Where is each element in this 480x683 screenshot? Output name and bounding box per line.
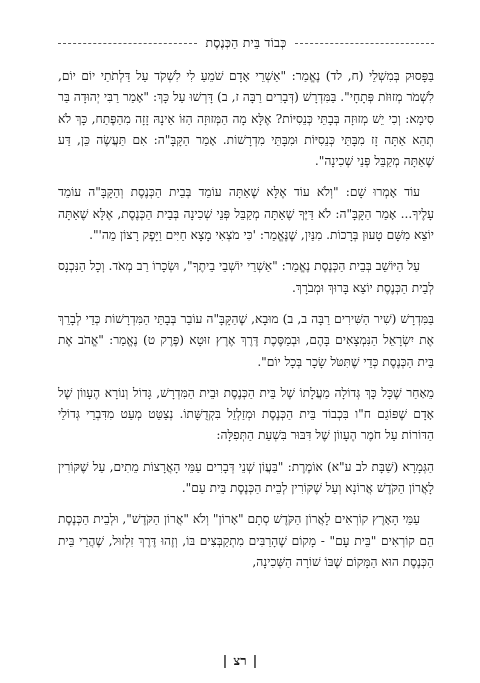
paragraph-4: בַּמִּדְרָשׁ (שִׁיר הַשִּׁירִים רַבָּה ב, ב) מוּבָא, שֶׁהַקָּבָּ"ה עוֹבֵר בְּבָתֵּי הַמִּדְרָשׁוֹת כְּדֵי לְבָרֵךְ אֶת יִשְׂרָאֵל הַנִּמְצָאִים בָּהֶם, וּבְמַסֶּכֶת דֶּרֶךְ אֶרֶץ זוּטָא (פֶּרֶק ט) נֶאֱמַר: "אֱהֹב אֶת בֵּית הַכְּנֶסֶת כְּדֵי שֶׁתִּטֹּל שָׂכָר בְּכָל יוֹם". [58,311,434,369]
running-header [58,30,434,56]
header-rule-left [58,43,197,44]
footer-bar-right: | [252,654,258,669]
paragraph-2: עוֹד אָמְרוּ שָׁם: "וְלֹא עוֹד אֶלָּא שֶׁאַתָּה עוֹמֵד בְּבֵית הַכְּנֶסֶת וְהַקָּבָּ"ה עוֹמֵד עָלֶיךָ... אָמַר הַקָּבָּ"ה: לֹא דַּיֶּךָ שֶׁאַתָּה מְקַבֵּל פְּנֵי שְׁכִינָה בְּבֵית הַכְּנֶסֶת, אֶלָּא שֶׁאַתָּה יוֹצֵא מִשָּׁם טָעוּן בְּרָכוֹת. מִנַּיִן, שֶׁנֶּאֱמַר: 'כִּי מֹצְאִי מָצָא חַיִּים וַיָּפֶק רָצוֹן מֵה'". [58,185,434,243]
page-number: רצ [233,654,247,669]
header-title: כְּבוֹד בֵּית הַכְּנֶסֶת [205,35,287,50]
paragraph-3: עַל הַיּוֹשֵׁב בְּבֵית הַכְּנֶסֶת נֶאֱמַר: "אַשְׁרֵי יוֹשְׁבֵי בֵיתֶךָ", וּשְׂכָרוֹ רַב מְאֹד. וְכָל הַנִּכְנָס לְבֵית הַכְּנֶסֶת יוֹצֵא בָּרוּךְ וּמְבֹרָךְ. [58,259,434,295]
paragraph-6: הַגְּמָרָא (שַׁבָּת לב ע"א) אוֹמֶרֶת: "בַּעֲוֹן שְׁנֵי דְּבָרִים עַמֵּי הָאֲרָצוֹת מֵתִים, עַל שֶׁקּוֹרִין לָאֲרוֹן הַקֹּדֶשׁ אֲרוֹנָא וְעַל שֶׁקּוֹרִין לְבֵית הַכְּנֶסֶת בֵּית עַם". [58,459,434,496]
header-rule-right [295,43,434,44]
body-text [58,66,434,573]
paragraph-7: עַמֵּי הָאָרֶץ קוֹרְאִים לָאֲרוֹן הַקֹּדֶשׁ סְתָם "אָרוֹן" וְלֹא "אֲרוֹן הַקֹּדֶשׁ", וּלְבֵית הַכְּנֶסֶת הֵם קוֹרְאִים "בֵּית עָם" - מָקוֹם שֶׁהָרַבִּים מִתְקַבְּצִים בּוֹ, וְזֶהוּ דֶּרֶךְ זִלְזוּל, שֶׁהֲרֵי בֵּית הַכְּנֶסֶת הוּא הַמָּקוֹם שֶׁבּוֹ שׁוֹרָה הַשְּׁכִינָה, [58,512,434,569]
footer-bar-left: | [222,654,228,669]
page-footer [0,653,480,669]
paragraph-5: מֵאַחַר שֶׁכָּל כָּךְ גְּדוֹלָה מַעֲלָתוֹ שֶׁל בֵּית הַכְּנֶסֶת וּבֵית הַמִּדְרָשׁ, גָּדוֹל וְנוֹרָא הֶעָווֹן שֶׁל אָדָם שֶׁפּוֹגֵם ח"ו בִּכְבוֹד בֵּית הַכְּנֶסֶת וּמְזַלְזֵל בִּקְדֻשָּׁתוֹ. נְצַטֵּט מְעַט מִדִּבְרֵי גְּדוֹלֵי הַדּוֹרוֹת עַל חֹמֶר הֶעָווֹן שֶׁל דִּבּוּר בִּשְׁעַת הַתְּפִלָּה: [58,385,434,443]
paragraph-1: בַּפָּסוּק בְּמִשְׁלֵי (ח, לד) נֶאֱמַר: "אַשְׁרֵי אָדָם שֹׁמֵעַ לִי לִשְׁקֹד עַל דַּלְתֹתַי יוֹם יוֹם, לִשְׁמֹר מְזוּזֹת פְּתָחָי". בַּמִּדְרָשׁ (דְּבָרִים רַבָּה ז, ב) דָּרְשׁוּ עַל כָּךְ: "אָמַר רַבִּי יְהוּדָה בַּר סִימָא: וְכִי יֵשׁ מְזוּזָה בְּבָתֵּי כְּנֵסִיּוֹת? אֶלָּא מָה הַמְּזוּזָה הַזּוֹ אֵינָהּ זָזָה מִהַפֶּתַח, כָּךְ לֹא תְהֵא אַתָּה זָז מִבָּתֵּי כְּנֵסִיּוֹת וּמִבָּתֵּי מִדְרָשׁוֹת. אָמַר הַקָּבָּ"ה: אִם תַּעֲשֶׂה כֵּן, דַּע שֶׁאַתָּה מְקַבֵּל פְּנֵי שְׁכִינָה". [58,69,434,169]
